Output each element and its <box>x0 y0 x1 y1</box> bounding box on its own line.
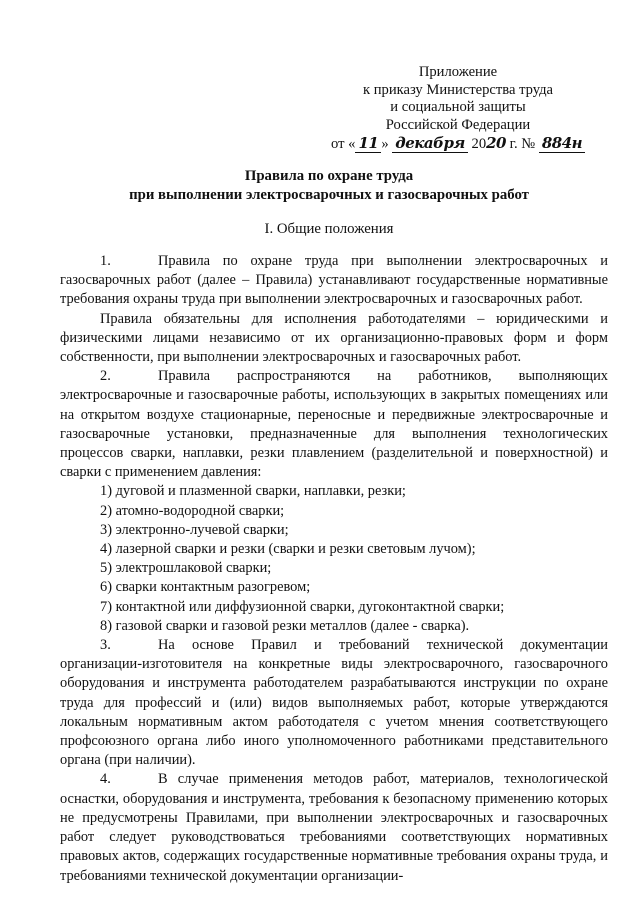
list-item: 3) электронно-лучевой сварки; <box>100 521 289 538</box>
order-g: г. № <box>509 136 536 152</box>
order-day: 11 <box>355 134 381 153</box>
appendix-line: и социальной защиты <box>390 99 526 115</box>
list-item: 6) сварки контактным разогревом; <box>100 579 311 596</box>
paragraph-text: На основе Правил и требований технической документации организации-изготовителя на конкретные виды электросварочного, газосварочного оборудования и инструмента работодателем разрабатываются инструкции по охране труда для профессий и (или) видов выполняемых работ, которые утверждаются локальным нормативным актом работодателя с учетом мнения соответствующего профсоюзного органа либо иного уполномоченного работниками представительного органа (при наличии). <box>60 637 608 769</box>
list-item: 2) атомно-водородной сварки; <box>100 502 285 519</box>
paragraph-1b: Правила обязательны для исполнения работодателями – юридическими и физическими лицами независимо от их организационно-правовых форм и форм собственности, при выполнении электросварочных и газосварочных работ. <box>60 310 608 366</box>
list-item: 5) электрошлаковой сварки; <box>100 560 272 577</box>
list-item: 4) лазерной сварки и резки (сварки и резки световым лучом); <box>100 541 476 558</box>
list-item: 8) газовой сварки и газовой резки металлов (далее - сварка). <box>100 617 470 634</box>
order-reference <box>331 134 601 153</box>
paragraph-number: 3. <box>100 637 111 654</box>
appendix-block <box>320 64 596 134</box>
document-body <box>60 252 608 886</box>
paragraph-text: В случае применения методов работ, материалов, технологической оснастки, оборудования и инструмента, требования к безопасному применению которых не предусмотрены Правилами, при выполнении электросварочных и газосварочных работ следует руководствоваться требованиями соответствующих нормативных правовых актов, содержащих государственные нормативные требования охраны труда, и требованиями технической документации организации- <box>60 771 608 884</box>
paragraph-text: Правила по охране труда при выполнении электросварочных и газосварочных работ (далее – Правила) устанавливают государственные нормативные требования охраны труда при выполнении электросварочных и газосварочных работ. <box>60 253 608 308</box>
appendix-line: Российской Федерации <box>385 116 531 133</box>
order-month: декабря <box>392 134 468 153</box>
list-item: 7) контактной или диффузионной сварки, дугоконтактной сварки; <box>100 598 505 615</box>
appendix-line: Приложение <box>418 64 498 80</box>
paragraph-number: 4. <box>100 771 111 788</box>
paragraph-4 <box>60 770 608 885</box>
paragraph-number: 1. <box>100 253 111 269</box>
order-prefix: от « <box>331 136 356 152</box>
paragraph-2 <box>60 367 608 482</box>
title-line-1: Правила по охране труда <box>244 168 414 184</box>
order-mid: » <box>381 136 389 152</box>
appendix-line: к приказу Министерства труда <box>362 81 554 98</box>
title-line-2: при выполнении электросварочных и газосварочных работ <box>129 187 529 203</box>
paragraph-3 <box>60 636 608 770</box>
paragraph-1 <box>60 252 608 310</box>
paragraph-number: 2. <box>100 368 111 385</box>
list-item: 1) дуговой и плазменной сварки, наплавки, резки; <box>100 483 406 500</box>
paragraph-text: Правила распространяются на работников, выполняющих электросварочные и газосварочные работы, использующих в закрытых помещениях или на открытом воздухе стационарные, переносные и передвижные электросварочные и газосварочные установки, предназначенные для выполнения технологических процессов сварки, наплавки, резки плавлением (разделительной и поверхностной) и сварки с применением давления: <box>60 368 608 481</box>
document-title <box>60 167 598 205</box>
order-year-suffix: 20 <box>486 134 506 152</box>
order-year-prefix: 20 <box>471 136 487 152</box>
section-heading: I. Общие положения <box>264 221 394 237</box>
order-number: 884н <box>539 134 585 153</box>
